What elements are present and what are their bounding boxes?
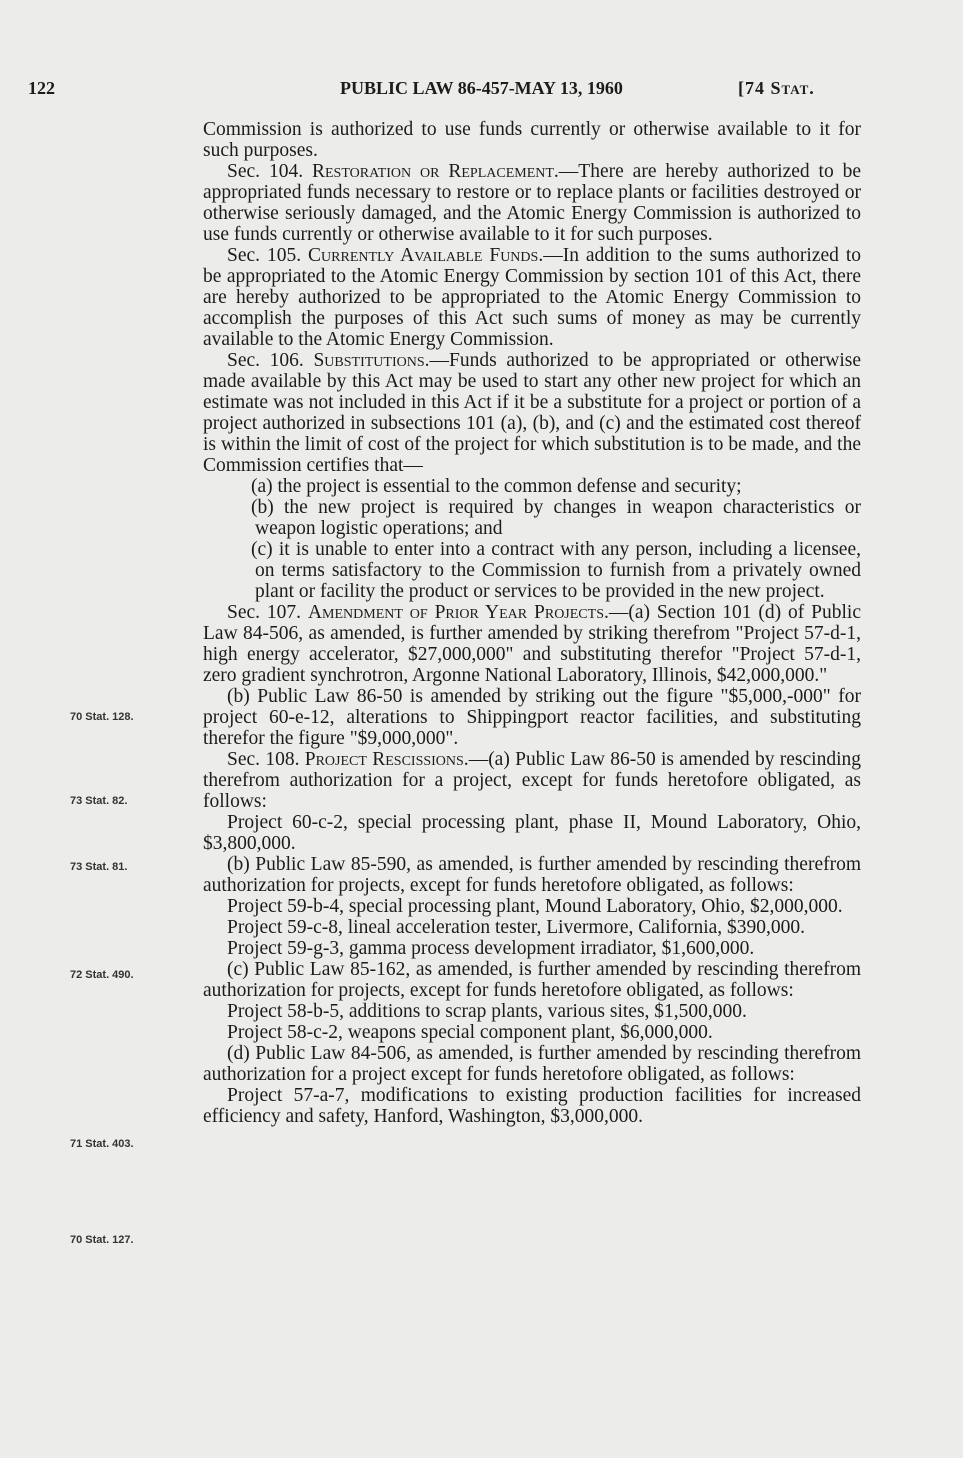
section-text: —There are hereby authorized to be appropriated funds necessary to restore or to replace plants or facilities destroyed or otherwise seriously damaged, and the Atomic Energy Commission is authorized to use funds currently or otherwise available to it for such purposes. <box>203 161 862 245</box>
section-label: Sec. 104. <box>227 161 304 182</box>
section-title: Amendment of Prior Year Projects. <box>307 602 609 623</box>
section-label: Sec. 108. <box>227 749 300 770</box>
section-text: —Funds authorized to be appropriated or otherwise made available by this Act may be used to start any other new project for which an estimate was not included in this Act if it be a substitute for a project or portion of a project authorized in subsections 101 (a), (b), and (c) and the estimated cost thereof is within the limit of cost of the project for which substitution is to be made, and the Commission certifies that— <box>203 350 861 476</box>
section-105 <box>203 245 861 350</box>
margin-note-2: 73 Stat. 82. <box>70 795 128 807</box>
project-item: Project 60-c-2, special processing plant, phase II, Mound Laboratory, Ohio, $3,800,000. <box>203 812 861 854</box>
section-title: Restoration or Replacement. <box>312 161 559 182</box>
body-text <box>203 119 861 1127</box>
project-item: Project 59-b-4, special processing plant, Mound Laboratory, Ohio, $2,000,000. <box>227 896 843 917</box>
project-item: Project 58-b-5, additions to scrap plants, various sites, $1,500,000. <box>227 1001 747 1022</box>
section-106-a: (a) the project is essential to the common defense and security; <box>251 476 742 497</box>
section-108 <box>203 749 861 812</box>
margin-note-4: 72 Stat. 490. <box>70 969 134 981</box>
section-title: Project Rescissions. <box>304 749 469 770</box>
section-title: Currently Available Funds. <box>308 245 544 266</box>
project-item: Project 59-g-3, gamma process development irradiator, $1,600,000. <box>227 938 755 959</box>
section-108-b: (b) Public Law 85-590, as amended, is further amended by rescinding therefrom authorization for projects, except for funds heretofore obligated, as follows: <box>203 854 861 896</box>
section-108-c: (c) Public Law 85-162, as amended, is further amended by rescinding therefrom authorization for projects, except for funds heretofore obligated, as follows: <box>203 959 861 1001</box>
running-header-stat: [74 Stat. <box>738 78 815 98</box>
project-item: Project 59-c-8, lineal acceleration tester, Livermore, California, $390,000. <box>227 917 806 938</box>
page-number: 122 <box>28 78 55 98</box>
section-107-b: (b) Public Law 86-50 is amended by striking out the figure "$5,000,-000" for project 60-e-12, alterations to Shippingport reactor facilities, and substituting therefor the figure "$9,000,000". <box>203 686 861 749</box>
section-text: —(a) Public Law 86-50 is amended by rescinding therefrom authorization for a project, except for funds heretofore obligated, as follows: <box>203 749 861 812</box>
margin-note-6: 70 Stat. 127. <box>70 1234 134 1246</box>
section-label: Sec. 105. <box>227 245 302 266</box>
section-106-b: (b) the new project is required by changes in weapon characteristics or weapon logistic operations; and <box>251 497 861 539</box>
paragraph-continuation: Commission is authorized to use funds currently or otherwise available to it for such purposes. <box>203 119 861 161</box>
margin-note-5: 71 Stat. 403. <box>70 1138 134 1150</box>
section-106 <box>203 350 861 476</box>
section-label: Sec. 106. <box>227 350 304 371</box>
section-106-c: (c) it is unable to enter into a contract with any person, including a licensee, on terms satisfactory to the Commission to furnish from a privately owned plant or facility the product or services to be provided in the new project. <box>251 539 861 602</box>
section-104 <box>203 161 861 245</box>
section-label: Sec. 107. <box>227 602 302 623</box>
margin-note-1: 70 Stat. 128. <box>70 711 134 723</box>
section-text: —In addition to the sums authorized to be appropriated to the Atomic Energy Commission by section 101 of this Act, there are hereby authorized to be appropriated to the Atomic Energy Commission to accomplish the purposes of this Act such sums of money as may be currently available to the Atomic Energy Commission. <box>203 245 862 350</box>
running-header-title: PUBLIC LAW 86-457-MAY 13, 1960 <box>340 78 623 98</box>
section-title: Substitutions. <box>313 350 430 371</box>
project-item: Project 58-c-2, weapons special component plant, $6,000,000. <box>227 1022 713 1043</box>
margin-note-3: 73 Stat. 81. <box>70 861 128 873</box>
project-item: Project 57-a-7, modifications to existing production facilities for increased efficiency and safety, Hanford, Washington, $3,000,000. <box>203 1085 861 1127</box>
section-text: —(a) Section 101 (d) of Public Law 84-506, as amended, is further amended by striking therefrom "Project 57-d-1, high energy accelerator, $27,000,000" and substituting therefor "Project 57-d-1, zero gradient synchrotron, Argonne National Laboratory, Illinois, $42,000,000." <box>203 602 862 686</box>
section-107 <box>203 602 861 686</box>
section-108-d: (d) Public Law 84-506, as amended, is further amended by rescinding therefrom authorization for a project except for funds heretofore obligated, as follows: <box>203 1043 861 1085</box>
